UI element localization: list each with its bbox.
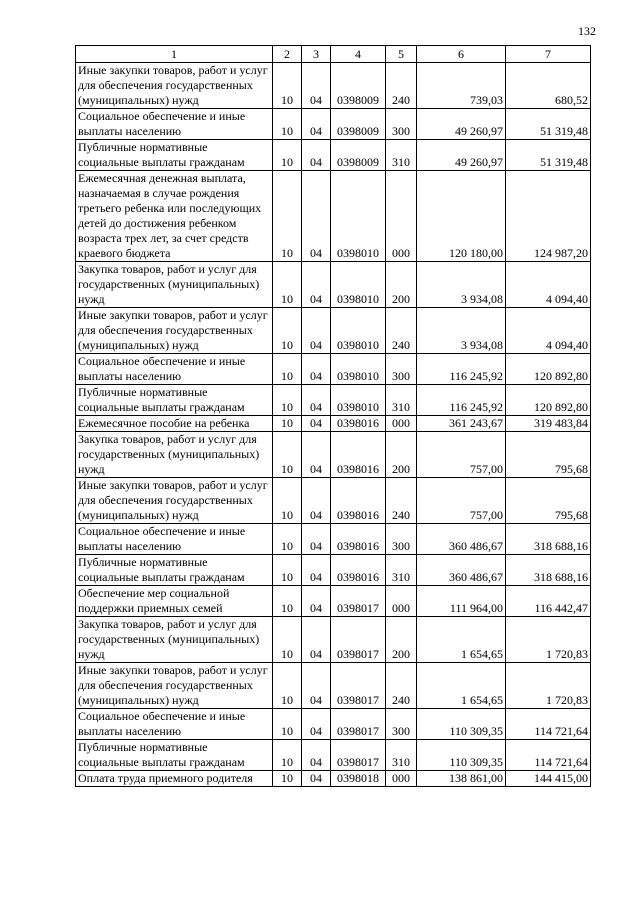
section-code-cell: 10	[273, 771, 302, 787]
subsection-code-cell: 04	[302, 432, 331, 478]
row-name-cell: Социальное обеспечение и иные выплаты населению	[76, 109, 273, 140]
amount-year1-cell: 1 654,65	[417, 663, 506, 709]
row-name-cell: Публичные нормативные социальные выплаты гражданам	[76, 385, 273, 416]
target-article-cell: 0398010	[331, 262, 386, 308]
target-article-cell: 0398018	[331, 771, 386, 787]
target-article-cell: 0398010	[331, 354, 386, 385]
amount-year2-cell: 1 720,83	[506, 617, 591, 663]
target-article-cell: 0398010	[331, 171, 386, 262]
section-code-cell: 10	[273, 524, 302, 555]
section-code-cell: 10	[273, 586, 302, 617]
subsection-code-cell: 04	[302, 171, 331, 262]
amount-year2-cell: 318 688,16	[506, 555, 591, 586]
subsection-code-cell: 04	[302, 740, 331, 771]
target-article-cell: 0398017	[331, 586, 386, 617]
subsection-code-cell: 04	[302, 478, 331, 524]
row-name-cell: Оплата труда приемного родителя	[76, 771, 273, 787]
column-header: 3	[302, 46, 331, 63]
amount-year2-cell: 51 319,48	[506, 109, 591, 140]
section-code-cell: 10	[273, 385, 302, 416]
row-name-cell: Публичные нормативные социальные выплаты гражданам	[76, 140, 273, 171]
amount-year1-cell: 116 245,92	[417, 385, 506, 416]
section-code-cell: 10	[273, 354, 302, 385]
target-article-cell: 0398016	[331, 555, 386, 586]
table-row	[76, 663, 591, 709]
column-header: 6	[417, 46, 506, 63]
amount-year1-cell: 757,00	[417, 478, 506, 524]
amount-year2-cell: 795,68	[506, 432, 591, 478]
amount-year1-cell: 739,03	[417, 63, 506, 109]
subsection-code-cell: 04	[302, 385, 331, 416]
row-name-cell: Иные закупки товаров, работ и услуг для обеспечения государственных (муниципальных) нужд	[76, 308, 273, 354]
section-code-cell: 10	[273, 262, 302, 308]
amount-year1-cell: 361 243,67	[417, 416, 506, 432]
row-name-cell: Социальное обеспечение и иные выплаты населению	[76, 354, 273, 385]
row-name-cell: Закупка товаров, работ и услуг для государственных (муниципальных) нужд	[76, 262, 273, 308]
section-code-cell: 10	[273, 171, 302, 262]
expense-type-cell: 200	[386, 432, 417, 478]
section-code-cell: 10	[273, 432, 302, 478]
table-row	[76, 308, 591, 354]
table-row	[76, 171, 591, 262]
target-article-cell: 0398010	[331, 385, 386, 416]
section-code-cell: 10	[273, 740, 302, 771]
target-article-cell: 0398016	[331, 432, 386, 478]
table-row	[76, 771, 591, 787]
row-name-cell: Закупка товаров, работ и услуг для государственных (муниципальных) нужд	[76, 432, 273, 478]
amount-year2-cell: 116 442,47	[506, 586, 591, 617]
subsection-code-cell: 04	[302, 109, 331, 140]
amount-year2-cell: 124 987,20	[506, 171, 591, 262]
expense-type-cell: 000	[386, 416, 417, 432]
amount-year2-cell: 1 720,83	[506, 663, 591, 709]
table-row	[76, 416, 591, 432]
table-row	[76, 140, 591, 171]
amount-year1-cell: 116 245,92	[417, 354, 506, 385]
section-code-cell: 10	[273, 416, 302, 432]
table-row	[76, 478, 591, 524]
expense-type-cell: 240	[386, 308, 417, 354]
table-row	[76, 432, 591, 478]
subsection-code-cell: 04	[302, 524, 331, 555]
amount-year1-cell: 110 309,35	[417, 709, 506, 740]
section-code-cell: 10	[273, 555, 302, 586]
amount-year1-cell: 360 486,67	[417, 555, 506, 586]
amount-year1-cell: 120 180,00	[417, 171, 506, 262]
column-header: 5	[386, 46, 417, 63]
amount-year1-cell: 49 260,97	[417, 140, 506, 171]
table-row	[76, 524, 591, 555]
row-name-cell: Иные закупки товаров, работ и услуг для обеспечения государственных (муниципальных) нужд	[76, 663, 273, 709]
target-article-cell: 0398016	[331, 478, 386, 524]
target-article-cell: 0398016	[331, 524, 386, 555]
table-row	[76, 385, 591, 416]
amount-year2-cell: 144 415,00	[506, 771, 591, 787]
subsection-code-cell: 04	[302, 586, 331, 617]
target-article-cell: 0398009	[331, 140, 386, 171]
section-code-cell: 10	[273, 663, 302, 709]
amount-year2-cell: 114 721,64	[506, 740, 591, 771]
expense-type-cell: 200	[386, 617, 417, 663]
table-row	[76, 262, 591, 308]
amount-year2-cell: 120 892,80	[506, 385, 591, 416]
table-row	[76, 354, 591, 385]
target-article-cell: 0398010	[331, 308, 386, 354]
target-article-cell: 0398009	[331, 109, 386, 140]
table-row	[76, 555, 591, 586]
section-code-cell: 10	[273, 140, 302, 171]
expense-type-cell: 240	[386, 478, 417, 524]
table-row	[76, 617, 591, 663]
amount-year2-cell: 795,68	[506, 478, 591, 524]
expense-type-cell: 000	[386, 771, 417, 787]
subsection-code-cell: 04	[302, 771, 331, 787]
amount-year1-cell: 49 260,97	[417, 109, 506, 140]
subsection-code-cell: 04	[302, 663, 331, 709]
subsection-code-cell: 04	[302, 709, 331, 740]
budget-table	[75, 45, 591, 787]
subsection-code-cell: 04	[302, 308, 331, 354]
expense-type-cell: 200	[386, 262, 417, 308]
expense-type-cell: 310	[386, 140, 417, 171]
row-name-cell: Иные закупки товаров, работ и услуг для обеспечения государственных (муниципальных) нужд	[76, 63, 273, 109]
expense-type-cell: 310	[386, 740, 417, 771]
section-code-cell: 10	[273, 109, 302, 140]
subsection-code-cell: 04	[302, 416, 331, 432]
row-name-cell: Обеспечение мер социальной поддержки приемных семей	[76, 586, 273, 617]
amount-year1-cell: 757,00	[417, 432, 506, 478]
row-name-cell: Публичные нормативные социальные выплаты гражданам	[76, 740, 273, 771]
section-code-cell: 10	[273, 308, 302, 354]
amount-year2-cell: 120 892,80	[506, 354, 591, 385]
table-row	[76, 63, 591, 109]
target-article-cell: 0398017	[331, 663, 386, 709]
section-code-cell: 10	[273, 617, 302, 663]
section-code-cell: 10	[273, 63, 302, 109]
expense-type-cell: 000	[386, 586, 417, 617]
row-name-cell: Публичные нормативные социальные выплаты гражданам	[76, 555, 273, 586]
expense-type-cell: 310	[386, 385, 417, 416]
amount-year1-cell: 111 964,00	[417, 586, 506, 617]
table-row	[76, 586, 591, 617]
page-number: 132	[578, 24, 596, 38]
column-header: 2	[273, 46, 302, 63]
row-name-cell: Социальное обеспечение и иные выплаты населению	[76, 709, 273, 740]
section-code-cell: 10	[273, 709, 302, 740]
row-name-cell: Иные закупки товаров, работ и услуг для обеспечения государственных (муниципальных) нужд	[76, 478, 273, 524]
amount-year1-cell: 360 486,67	[417, 524, 506, 555]
expense-type-cell: 000	[386, 171, 417, 262]
expense-type-cell: 300	[386, 524, 417, 555]
column-header: 7	[506, 46, 591, 63]
row-name-cell: Социальное обеспечение и иные выплаты населению	[76, 524, 273, 555]
row-name-cell: Закупка товаров, работ и услуг для государственных (муниципальных) нужд	[76, 617, 273, 663]
expense-type-cell: 240	[386, 63, 417, 109]
expense-type-cell: 240	[386, 663, 417, 709]
table-row	[76, 740, 591, 771]
table-row	[76, 709, 591, 740]
column-header: 4	[331, 46, 386, 63]
subsection-code-cell: 04	[302, 262, 331, 308]
section-code-cell: 10	[273, 478, 302, 524]
row-name-cell: Ежемесячная денежная выплата, назначаемая в случае рождения третьего ребенка или последующих детей до достижения ребенком возраста трех лет, за счет средств краевого бюджета	[76, 171, 273, 262]
target-article-cell: 0398009	[331, 63, 386, 109]
target-article-cell: 0398016	[331, 416, 386, 432]
subsection-code-cell: 04	[302, 140, 331, 171]
row-name-cell: Ежемесячное пособие на ребенка	[76, 416, 273, 432]
target-article-cell: 0398017	[331, 740, 386, 771]
amount-year1-cell: 138 861,00	[417, 771, 506, 787]
amount-year2-cell: 4 094,40	[506, 262, 591, 308]
expense-type-cell: 300	[386, 354, 417, 385]
subsection-code-cell: 04	[302, 63, 331, 109]
header-row	[76, 46, 591, 63]
table-row	[76, 109, 591, 140]
subsection-code-cell: 04	[302, 354, 331, 385]
column-header: 1	[76, 46, 273, 63]
amount-year2-cell: 680,52	[506, 63, 591, 109]
amount-year1-cell: 3 934,08	[417, 262, 506, 308]
target-article-cell: 0398017	[331, 709, 386, 740]
expense-type-cell: 300	[386, 709, 417, 740]
amount-year1-cell: 110 309,35	[417, 740, 506, 771]
expense-type-cell: 310	[386, 555, 417, 586]
subsection-code-cell: 04	[302, 555, 331, 586]
target-article-cell: 0398017	[331, 617, 386, 663]
amount-year2-cell: 4 094,40	[506, 308, 591, 354]
amount-year2-cell: 114 721,64	[506, 709, 591, 740]
amount-year2-cell: 318 688,16	[506, 524, 591, 555]
subsection-code-cell: 04	[302, 617, 331, 663]
amount-year1-cell: 1 654,65	[417, 617, 506, 663]
amount-year2-cell: 319 483,84	[506, 416, 591, 432]
expense-type-cell: 300	[386, 109, 417, 140]
amount-year2-cell: 51 319,48	[506, 140, 591, 171]
amount-year1-cell: 3 934,08	[417, 308, 506, 354]
